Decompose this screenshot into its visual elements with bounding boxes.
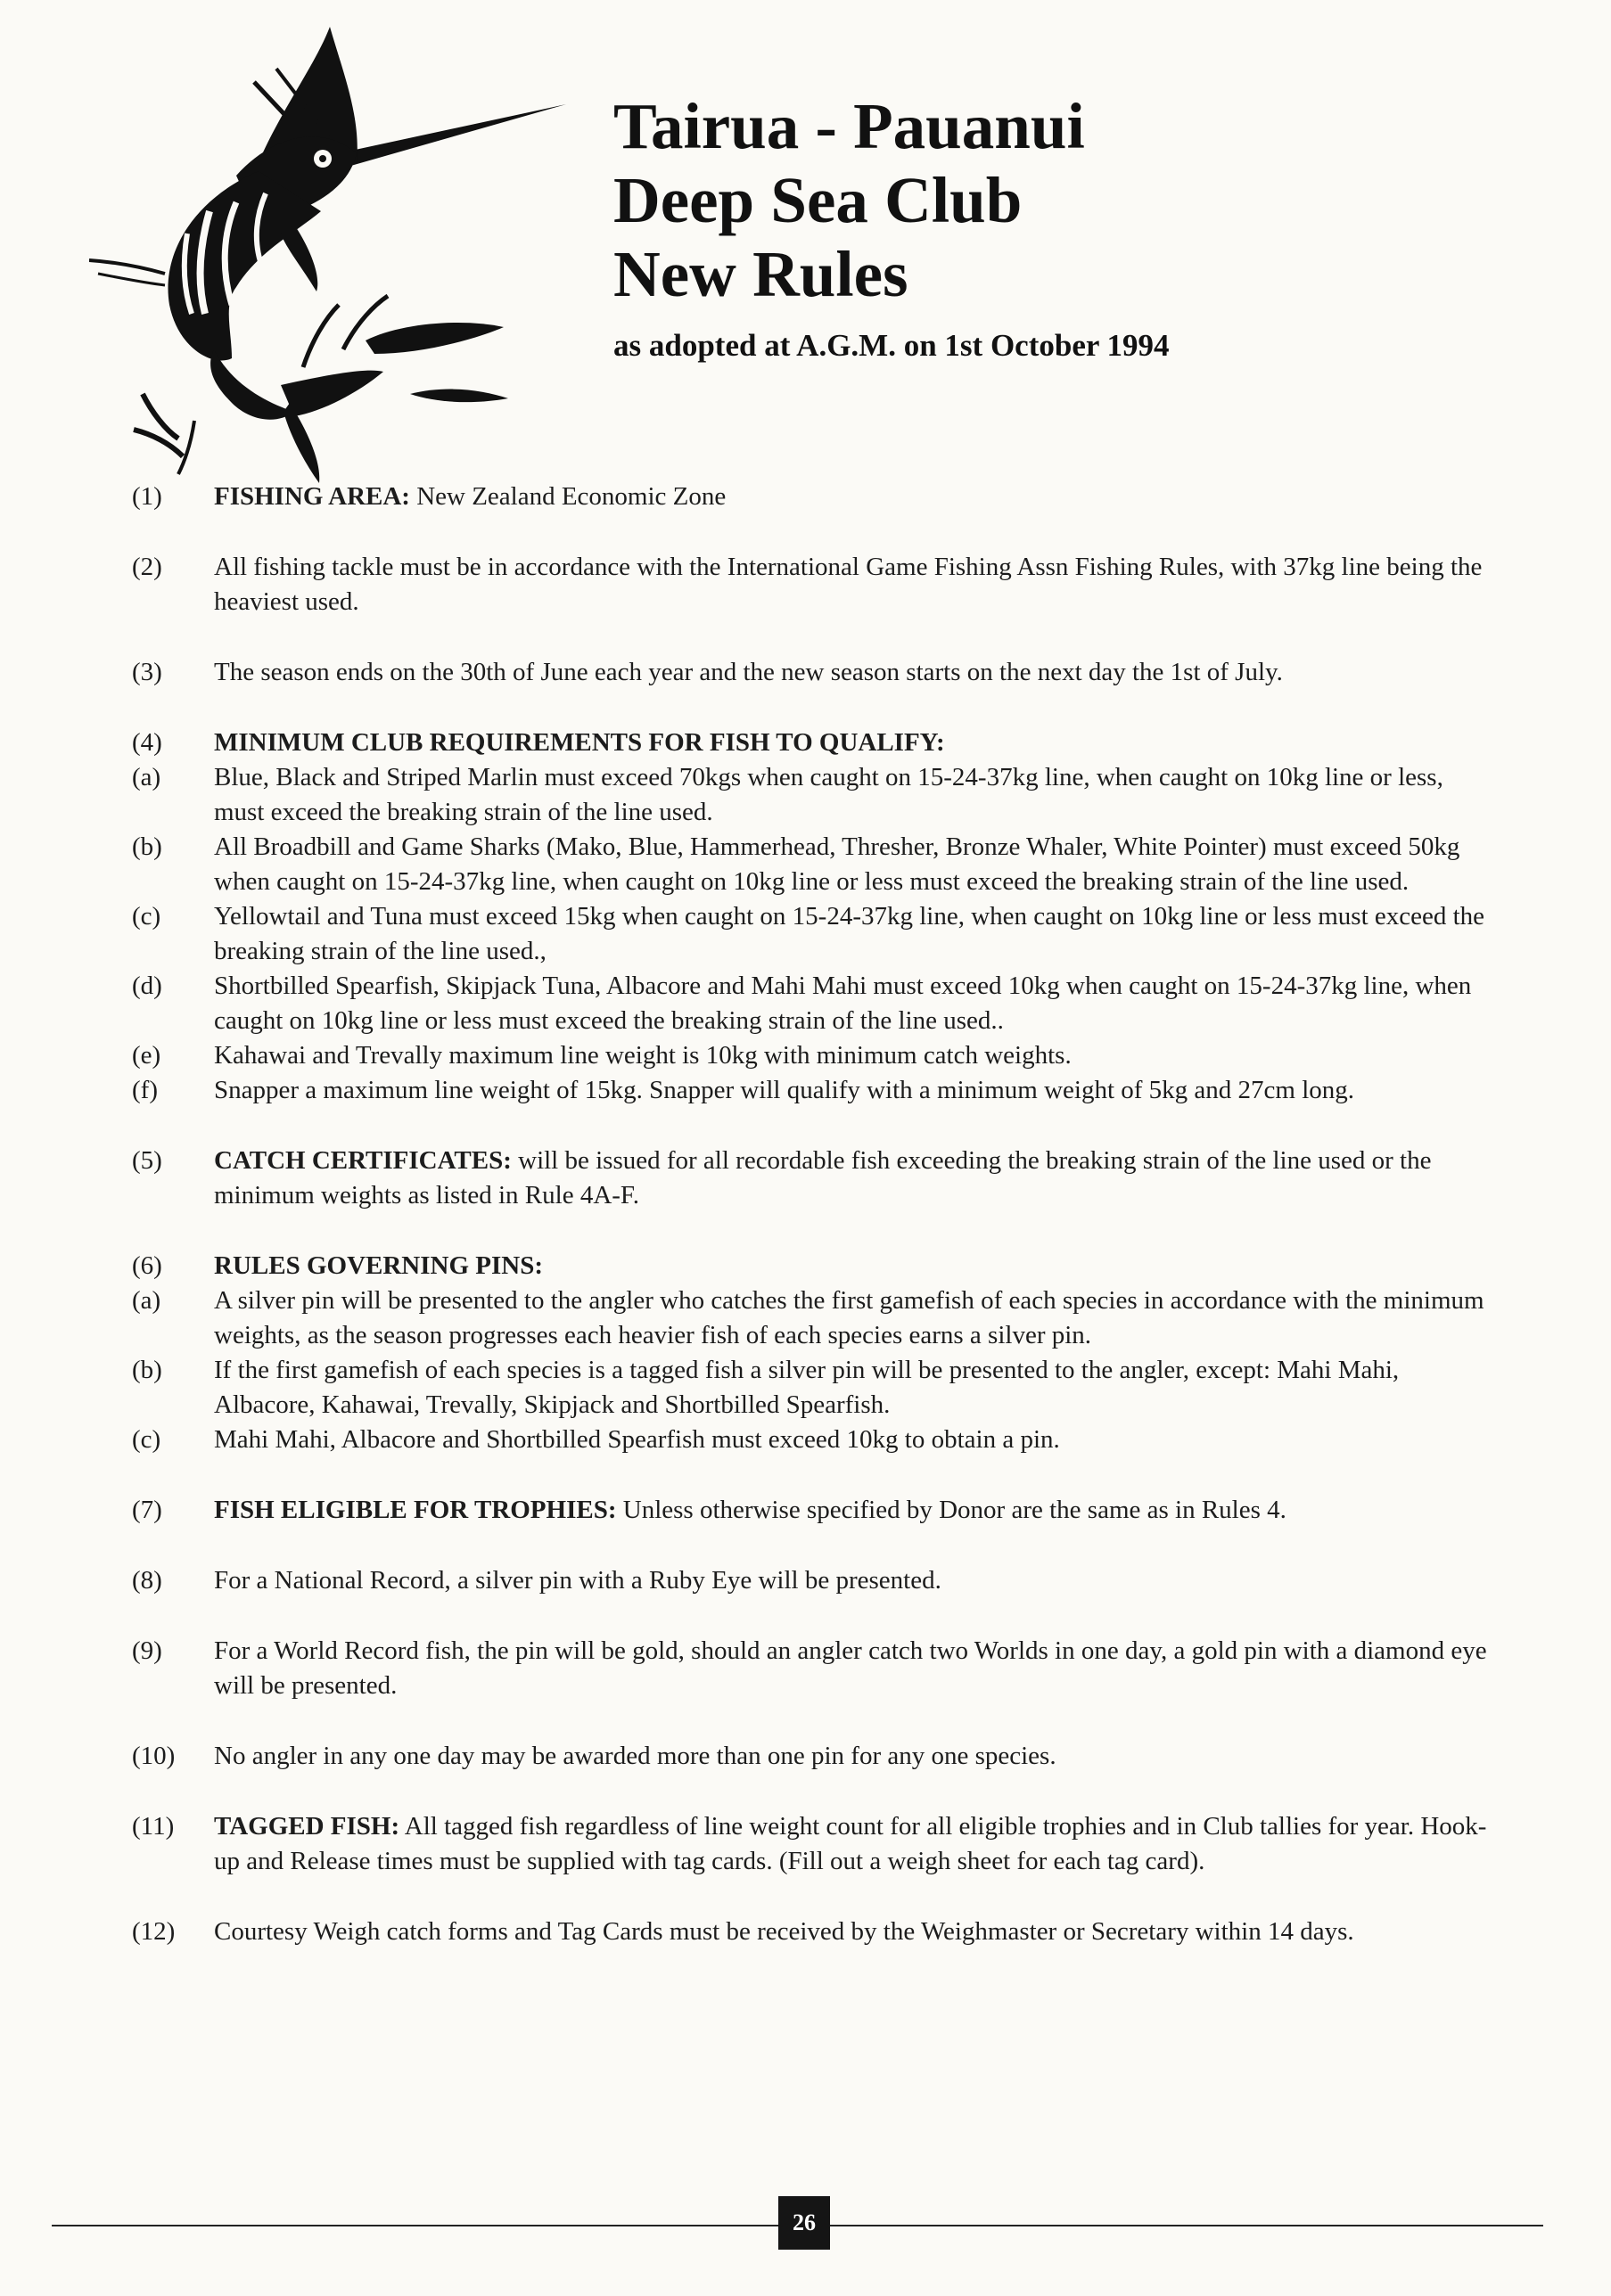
rule-number: (f) [132, 1076, 158, 1104]
rule-number: (5) [132, 1146, 162, 1175]
title-line: Tairua - Pauanui [613, 90, 1085, 162]
rule-number: (c) [132, 902, 161, 931]
sub-rule-item [132, 969, 1487, 1038]
rule-number: (8) [132, 1566, 162, 1595]
rule-heading: FISH ELIGIBLE FOR TROPHIES: [214, 1496, 617, 1524]
rule-heading: RULES GOVERNING PINS: [214, 1251, 543, 1280]
sub-rule-item [132, 899, 1487, 969]
rule-item [132, 1493, 1487, 1528]
rule-text: New Zealand Economic Zone [409, 482, 727, 511]
rule-item [132, 1809, 1487, 1879]
sub-rule-item [132, 760, 1487, 830]
rule-heading: TAGGED FISH: [214, 1812, 400, 1841]
rule-item [132, 1563, 1487, 1598]
rule-item [132, 550, 1487, 619]
rule-number: (a) [132, 763, 161, 791]
rule-number: (11) [132, 1812, 175, 1841]
rule-text: Snapper a maximum line weight of 15kg. Snapper will qualify with a minimum weight of 5kg and 27cm long. [214, 1076, 1355, 1104]
rule-text: will be issued for all recordable fish exceeding the breaking strain of the line used or the minimum weights as listed in Rule 4A-F. [214, 1146, 1432, 1210]
rule-text: Kahawai and Trevally maximum line weight is 10kg with minimum catch weights. [214, 1041, 1072, 1070]
rule-number: (1) [132, 482, 162, 511]
rule-text: For a National Record, a silver pin with a Ruby Eye will be presented. [214, 1566, 941, 1595]
rule-number: (b) [132, 1356, 162, 1384]
rule-item [132, 1915, 1487, 1949]
rule-text: Courtesy Weigh catch forms and Tag Cards must be received by the Weighmaster or Secretary within 14 days. [214, 1917, 1354, 1946]
page-title [613, 89, 1085, 311]
rule-number: (a) [132, 1286, 161, 1315]
rule-item [132, 1144, 1487, 1213]
rule-text: The season ends on the 30th of June each year and the new season starts on the next day the 1st of July. [214, 658, 1283, 686]
adoption-subtitle: as adopted at A.G.M. on 1st October 1994 [613, 328, 1170, 363]
rule-number: (d) [132, 972, 162, 1000]
rule-text: No angler in any one day may be awarded more than one pin for any one species. [214, 1742, 1056, 1770]
rule-text: Unless otherwise specified by Donor are the same as in Rules 4. [616, 1496, 1286, 1524]
rule-heading: CATCH CERTIFICATES: [214, 1146, 512, 1175]
rule-text: All Broadbill and Game Sharks (Mako, Blue, Hammerhead, Thresher, Bronze Whaler, White Pointer) must exceed 50kg when caught on 15-24-37kg line, when caught on 10kg line or less must exceed the breaking strain of the line used. [214, 832, 1460, 896]
leaping-marlin-icon [89, 20, 571, 501]
rule-number: (9) [132, 1636, 162, 1665]
rule-item [132, 1634, 1487, 1703]
rule-text: A silver pin will be presented to the angler who catches the first gamefish of each species in accordance with the minimum weights, as the season progresses each heavier fish of each species earns a silver pin. [214, 1286, 1484, 1349]
rule-item [132, 726, 1487, 760]
rule-number: (b) [132, 832, 162, 861]
rule-heading: FISHING AREA: [214, 482, 410, 511]
rule-heading: MINIMUM CLUB REQUIREMENTS FOR FISH TO QUALIFY: [214, 728, 945, 757]
rule-number: (2) [132, 553, 162, 581]
footer-rule-left [52, 2225, 778, 2226]
rule-number: (c) [132, 1425, 161, 1454]
rules-list [132, 480, 1487, 1949]
rule-text: All fishing tackle must be in accordance with the International Game Fishing Assn Fishing Rules, with 37kg line being the heaviest used. [214, 553, 1483, 616]
rule-text: Blue, Black and Striped Marlin must exceed 70kgs when caught on 15-24-37kg line, when caught on 10kg line or less, must exceed the breaking strain of the line used. [214, 763, 1443, 826]
rule-number: (4) [132, 728, 162, 757]
title-line: New Rules [613, 238, 908, 310]
rule-number: (12) [132, 1917, 176, 1946]
rule-item [132, 1249, 1487, 1283]
rule-number: (3) [132, 658, 162, 686]
sub-rule-item [132, 1423, 1487, 1457]
rule-text: Shortbilled Spearfish, Skipjack Tuna, Albacore and Mahi Mahi must exceed 10kg when caught on 15-24-37kg line, when caught on 10kg line or less must exceed the breaking strain of the line used.. [214, 972, 1472, 1035]
rule-number: (7) [132, 1496, 162, 1524]
rule-number: (6) [132, 1251, 162, 1280]
footer-rule-right [830, 2225, 1543, 2226]
title-line: Deep Sea Club [613, 164, 1023, 236]
sub-rule-item [132, 1038, 1487, 1073]
rule-text: Yellowtail and Tuna must exceed 15kg when caught on 15-24-37kg line, when caught on 10kg line or less must exceed the breaking strain of the line used., [214, 902, 1485, 965]
sub-rule-item [132, 830, 1487, 899]
rule-text: Mahi Mahi, Albacore and Shortbilled Spearfish must exceed 10kg to obtain a pin. [214, 1425, 1060, 1454]
rule-item [132, 480, 1487, 514]
rule-text: All tagged fish regardless of line weight count for all eligible trophies and in Club tallies for year. Hook-up and Release times must be supplied with tag cards. (Fill out a weigh sheet for each tag card). [214, 1812, 1487, 1875]
rule-item [132, 655, 1487, 690]
rule-text: If the first gamefish of each species is a tagged fish a silver pin will be presented to the angler, except: Mahi Mahi, Albacore, Kahawai, Trevally, Skipjack and Shortbilled Spearfish. [214, 1356, 1400, 1419]
rule-number: (10) [132, 1742, 176, 1770]
rule-text: For a World Record fish, the pin will be gold, should an angler catch two Worlds in one day, a gold pin with a diamond eye will be presented. [214, 1636, 1487, 1700]
rule-item [132, 1739, 1487, 1774]
sub-rule-item [132, 1283, 1487, 1353]
sub-rule-item [132, 1073, 1487, 1108]
page-number: 26 [778, 2196, 830, 2250]
rule-number: (e) [132, 1041, 161, 1070]
sub-rule-item [132, 1353, 1487, 1423]
